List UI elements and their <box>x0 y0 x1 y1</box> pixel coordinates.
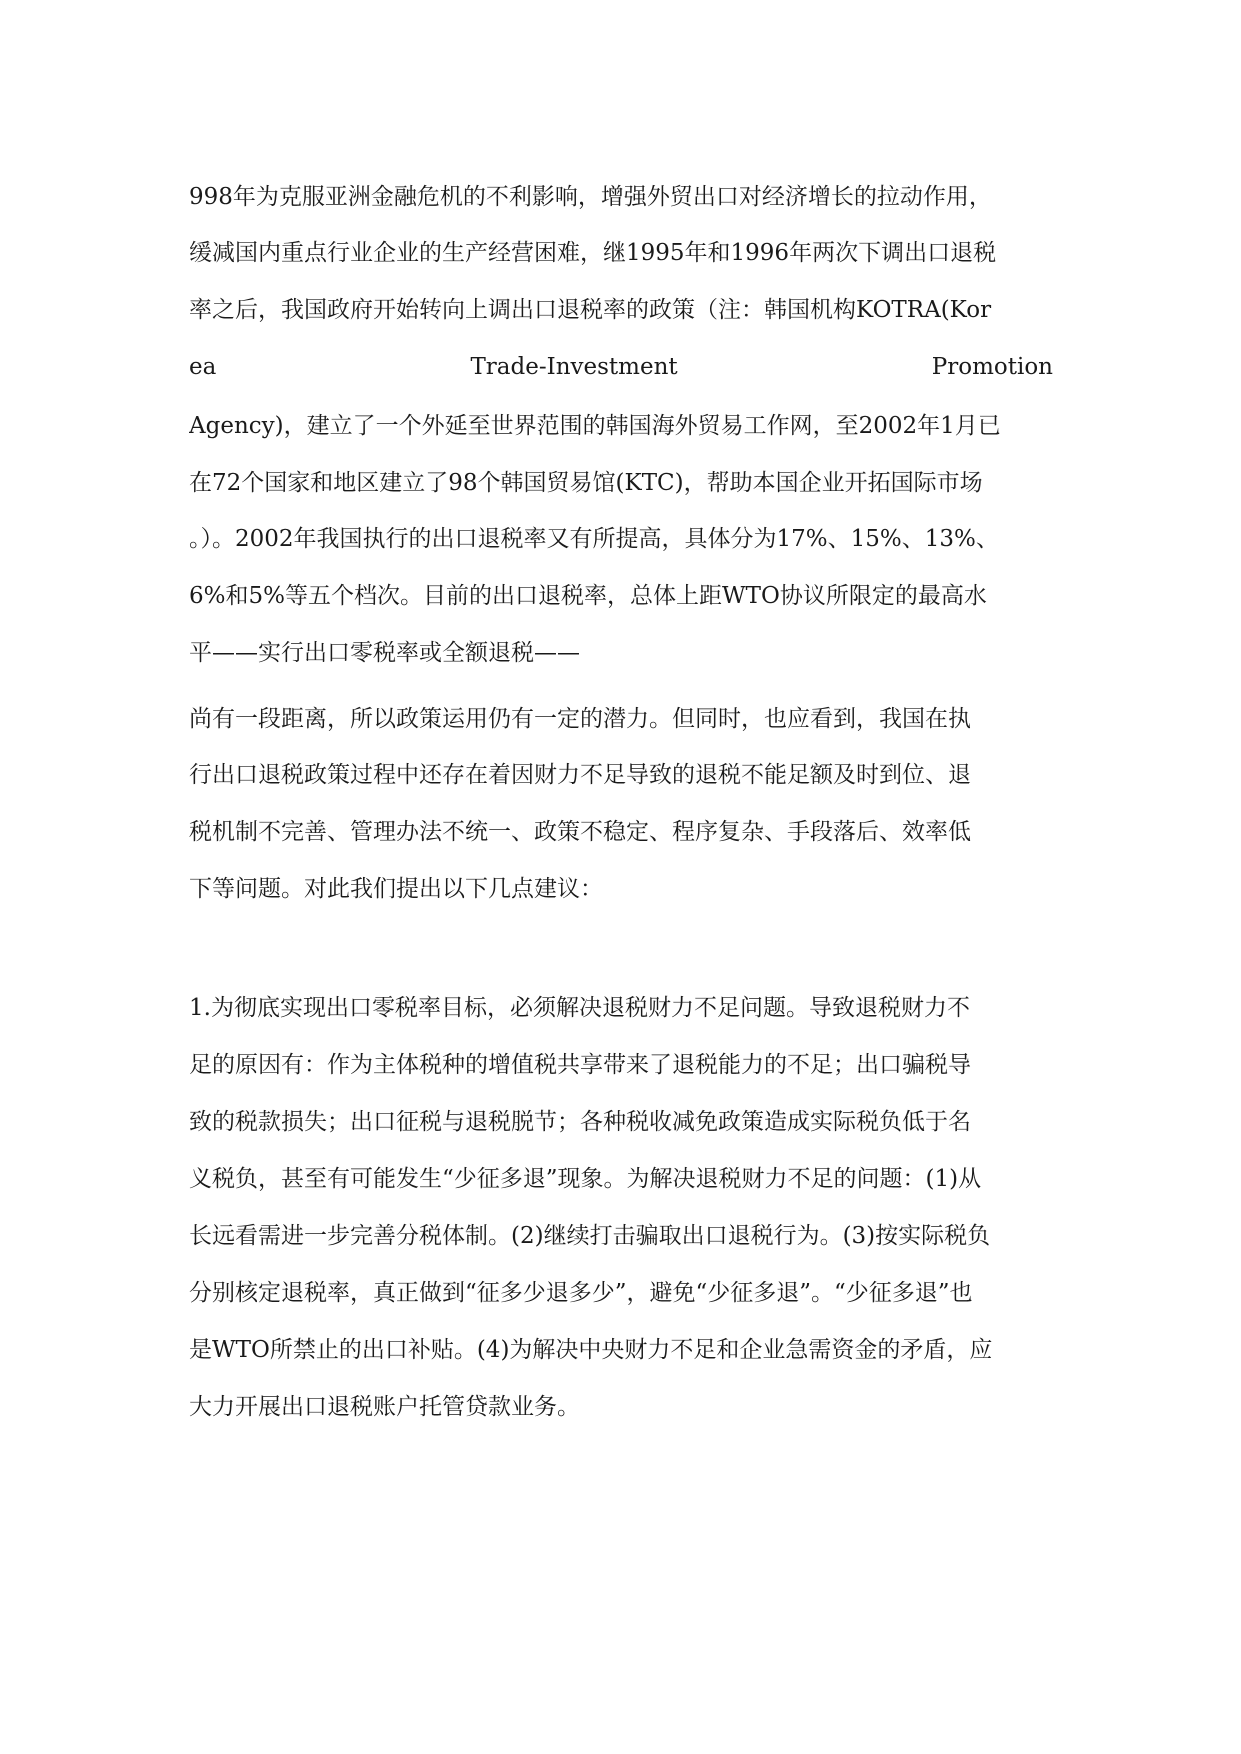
split-line-middle: Trade-Investment <box>470 354 678 380</box>
paragraph-line: 998年为克服亚洲金融危机的不利影响，增强外贸出口对经济增长的拉动作用， <box>189 184 992 210</box>
paragraph-line: 义税负，甚至有可能发生“少征多退”现象。为解决退税财力不足的问题：(1)从 <box>189 1166 982 1192</box>
paragraph-line: Agency)，建立了一个外延至世界范围的韩国海外贸易工作网，至2002年1月已 <box>189 413 1001 439</box>
paragraph-line: 缓减国内重点行业企业的生产经营困难，继1995年和1996年两次下调出口退税 <box>189 240 997 266</box>
split-line-right: Promotion <box>931 354 1053 380</box>
paragraph-line: 下等问题。对此我们提出以下几点建议： <box>189 876 603 902</box>
paragraph-line: 率之后，我国政府开始转向上调出口退税率的政策（注：韩国机构KOTRA(Kor <box>189 297 992 323</box>
paragraph-line: 长远看需进一步完善分税体制。(2)继续打击骗取出口退税行为。(3)按实际税负 <box>189 1223 991 1249</box>
paragraph-line: 。）。2002年我国执行的出口退税率又有所提高，具体分为17%、15%、13%、 <box>189 526 999 552</box>
paragraph-line: 尚有一段距离，所以政策运用仍有一定的潜力。但同时，也应看到，我国在执 <box>189 706 971 732</box>
paragraph-line: 税机制不完善、管理办法不统一、政策不稳定、程序复杂、手段落后、效率低 <box>189 819 971 845</box>
paragraph-line: 致的税款损失；出口征税与退税脱节；各种税收减免政策造成实际税负低于名 <box>189 1109 971 1135</box>
paragraph-line: 是WTO所禁止的出口补贴。(4)为解决中央财力不足和企业急需资金的矛盾，应 <box>189 1337 993 1363</box>
justified-line <box>189 352 1053 382</box>
split-line-left: ea <box>189 354 217 380</box>
paragraph-line: 6%和5%等五个档次。目前的出口退税率，总体上距WTO协议所限定的最高水 <box>189 583 987 609</box>
paragraph-line: 在72个国家和地区建立了98个韩国贸易馆(KTC)，帮助本国企业开拓国际市场 <box>189 470 983 496</box>
paragraph-line: 大力开展出口退税账户托管贷款业务。 <box>189 1394 580 1420</box>
paragraph-line: 1.为彻底实现出口零税率目标，必须解决退税财力不足问题。导致退税财力不 <box>189 995 970 1021</box>
paragraph-line: 足的原因有：作为主体税种的增值税共享带来了退税能力的不足；出口骗税导 <box>189 1052 971 1078</box>
paragraph-line: 平——实行出口零税率或全额退税—— <box>189 640 580 666</box>
paragraph-line: 分别核定退税率，真正做到“征多少退多少”，避免“少征多退”。“少征多退”也 <box>189 1280 973 1306</box>
paragraph-line: 行出口退税政策过程中还存在着因财力不足导致的退税不能足额及时到位、退 <box>189 762 971 788</box>
